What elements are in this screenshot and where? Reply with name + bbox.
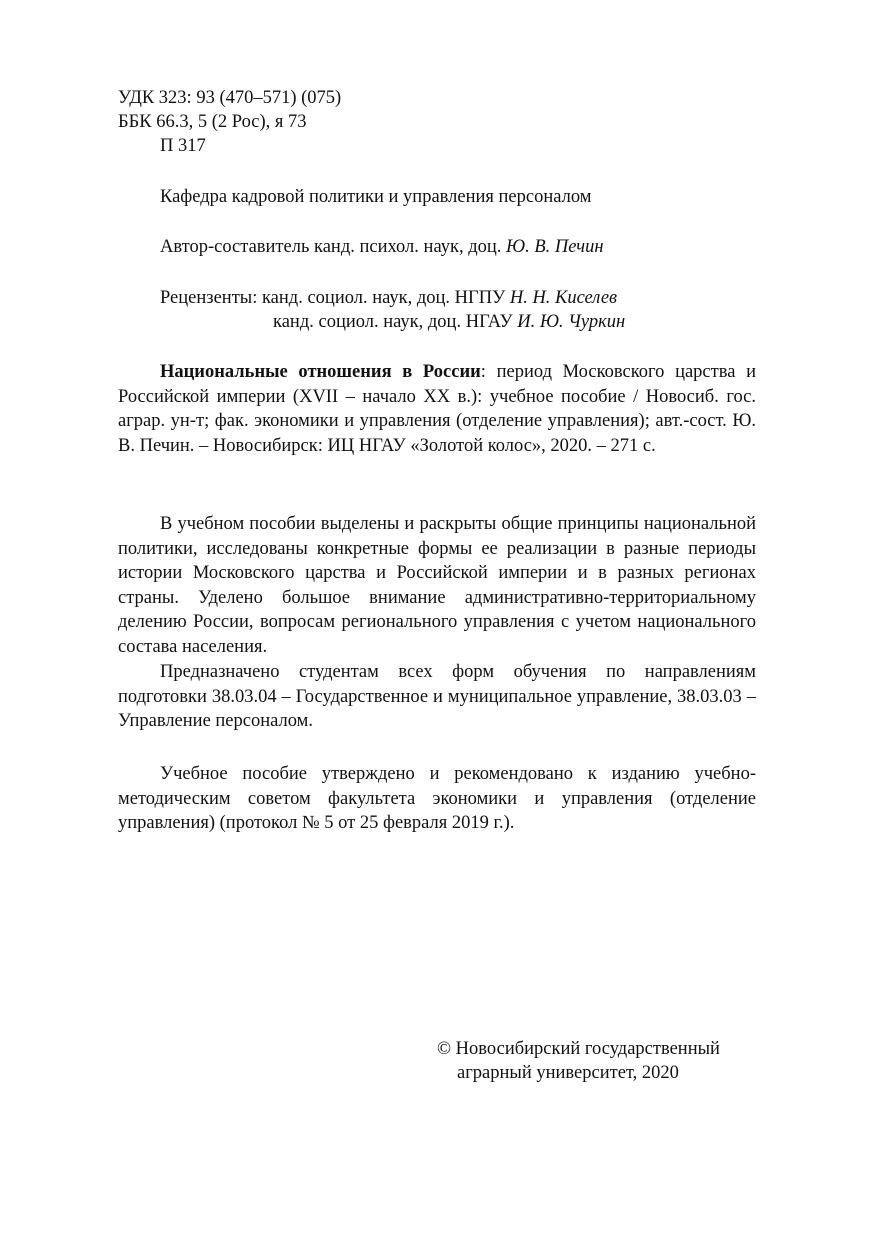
- reviewers-label: Рецензенты:: [160, 288, 258, 308]
- author-sign-code: П 317: [160, 136, 206, 156]
- abstract-paragraph-1: В учебном пособии выделены и раскрыты общие принципы национальной политики, исследованы конкретные формы ее реализации в разные периоды истории Московского царства и Российской империи и в разных регионах страны. Уделено большое внимание административно-территориальному делению России, вопросам регионального управления с учетом национального состава населения.: [118, 514, 756, 657]
- abstract-paragraph-2: Предназначено студентам всех форм обучения по направлениям подготовки 38.03.04 – Государственное и муниципальное управление, 38.03.03 – Управление персоналом.: [118, 662, 756, 732]
- approval-note: Учебное пособие утверждено и рекомендовано к изданию учебно-методическим советом факультета экономики и управления (отделение управления) (протокол № 5 от 25 февраля 2019 г.).: [118, 764, 756, 834]
- reviewer-1-text: канд. социол. наук, доц. НГПУ: [261, 288, 506, 308]
- author-line: [160, 235, 604, 259]
- bibliographic-rest: : период Московского царства и Российской империи (XVII – начало XX в.): учебное пособие / Новосиб. гос. аграр. ун-т; фак. экономики и управления (отделение управления); авт.-сост. Ю. В. Печин. – Новосибирск: ИЦ НГАУ «Золотой колос», 2020. – 271 с.: [118, 362, 757, 456]
- bibliographic-description: [118, 360, 756, 458]
- author-label: Автор-составитель канд. психол. наук, доц.: [160, 237, 502, 257]
- reviewer-line-2: [273, 310, 625, 334]
- reviewer-2-name: И. Ю. Чуркин: [517, 312, 626, 332]
- udk-code: УДК 323: 93 (470–571) (075): [118, 88, 342, 108]
- reviewer-line-1: [160, 286, 617, 310]
- department: Кафедра кадровой политики и управления персоналом: [160, 187, 592, 207]
- reviewer-2-text: канд. социол. наук, доц. НГАУ: [273, 312, 513, 332]
- copyright-line-1: © Новосибирский государственный: [437, 1039, 720, 1059]
- reviewer-1-name: Н. Н. Киселев: [509, 288, 618, 308]
- author-name: Ю. В. Печин: [506, 237, 604, 257]
- bbk-code: ББК 66.3, 5 (2 Рос), я 73: [118, 112, 307, 132]
- book-title: Национальные отношения в России: [160, 362, 481, 382]
- copyright-line-2: аграрный университет, 2020: [457, 1063, 679, 1083]
